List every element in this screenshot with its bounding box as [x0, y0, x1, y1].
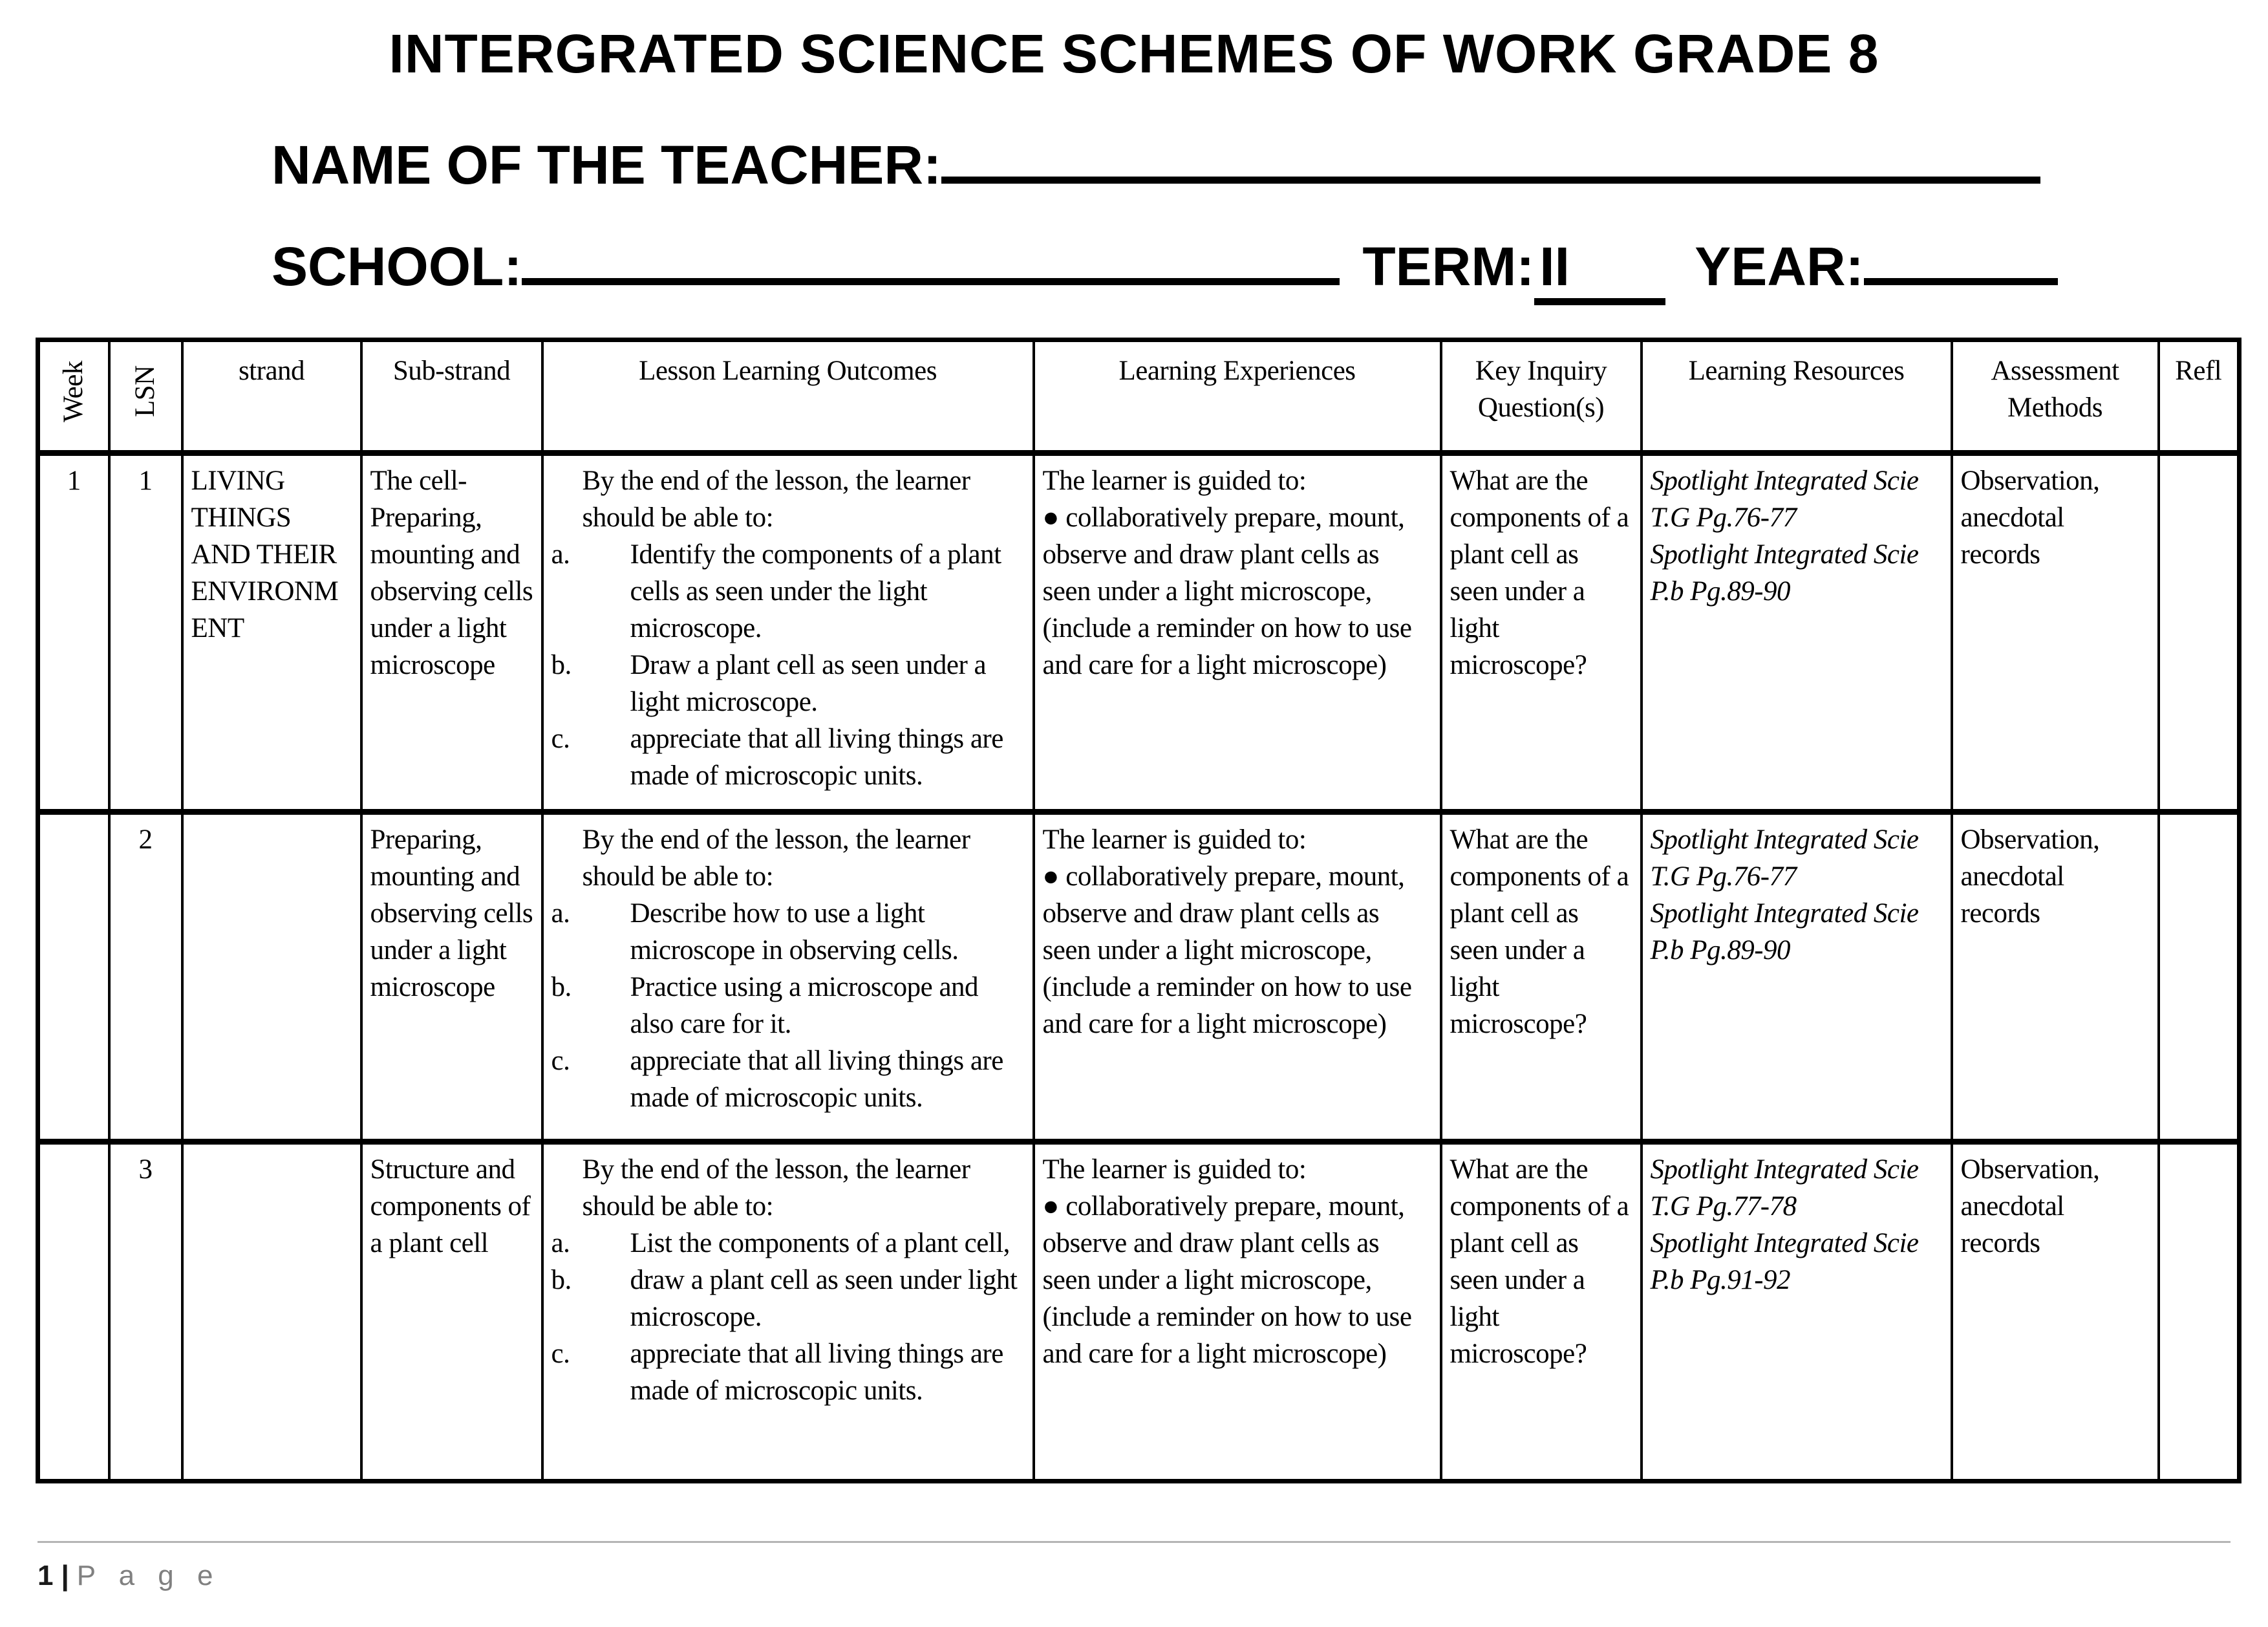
outcomes-intro: By the end of the lesson, the learner should be able to:: [582, 1154, 970, 1222]
outcome-text: Draw a plant cell as seen under a light microscope.: [630, 650, 987, 717]
column-header-strand: strand: [182, 340, 361, 453]
table-body: [38, 453, 2240, 1482]
bullet-icon: ●: [1042, 861, 1059, 892]
outcomes-intro: By the end of the lesson, the learner should be able to:: [582, 466, 970, 533]
term-value: II: [1539, 236, 1570, 297]
cell-strand: [182, 1142, 361, 1482]
outcome-item: [551, 536, 1025, 647]
resource-line: Spotlight Integrated Scie T.G Pg.76-77: [1650, 466, 1919, 533]
cell-week: [38, 1142, 109, 1482]
cell-resources: [1642, 1142, 1952, 1482]
outcome-item: [551, 1225, 1025, 1262]
teacher-label: NAME OF THE TEACHER:: [272, 135, 941, 195]
column-header-resources: Learning Resources: [1642, 340, 1952, 453]
bullet-icon: ●: [1042, 1191, 1059, 1222]
outcome-label: a.: [551, 1228, 570, 1258]
resource-line: Spotlight Integrated Scie T.G Pg.76-77: [1650, 824, 1919, 892]
school-line: [272, 235, 2268, 305]
footer-separator: |: [61, 1560, 69, 1591]
outcome-label: c.: [551, 1046, 570, 1076]
cell-resources: [1642, 812, 1952, 1142]
outcome-item: [551, 720, 1025, 794]
cell-week: 1: [38, 453, 109, 812]
outcome-item: [551, 647, 1025, 720]
cell-resources: [1642, 453, 1952, 812]
cell-key-inquiry: [1441, 812, 1642, 1142]
key-inquiry-text: What are the components of a plant cell as seen under a light microscope?: [1450, 1154, 1629, 1369]
teacher-name-blank: [941, 169, 2040, 184]
outcome-text: appreciate that all living things are made of microscopic units.: [630, 1046, 1003, 1113]
column-header-refl: Refl: [2159, 340, 2240, 453]
table-row: [38, 1142, 2240, 1482]
schemes-of-work-table: [36, 338, 2241, 1483]
cell-strand: LIVING THINGS AND THEIR ENVIRONMENT: [182, 453, 361, 812]
resource-line: Spotlight Integrated Scie T.G Pg.77-78: [1650, 1154, 1919, 1222]
experience-item: ● collaboratively prepare, mount, observe and draw plant cells as seen under a light microscope, (include a reminder on how to use and care for a light microscope): [1042, 502, 1412, 680]
outcome-text: Practice using a microscope and also care for it.: [630, 972, 979, 1039]
cell-refl: [2159, 1142, 2240, 1482]
outcome-item: [551, 969, 1025, 1042]
cell-assessment: [1952, 812, 2159, 1142]
table-row: [38, 453, 2240, 812]
column-header-week: [38, 340, 109, 453]
page-title: INTERGRATED SCIENCE SCHEMES OF WORK GRADE 8: [389, 23, 1879, 84]
term-blank: [1534, 235, 1665, 305]
cell-key-inquiry: [1441, 453, 1642, 812]
outcome-text: appreciate that all living things are made of microscopic units.: [630, 1339, 1003, 1406]
experience-item: ● collaboratively prepare, mount, observe and draw plant cells as seen under a light microscope, (include a reminder on how to use and care for a light microscope): [1042, 1191, 1412, 1369]
cell-experiences: [1034, 453, 1441, 812]
column-header-experiences: Learning Experiences: [1034, 340, 1441, 453]
outcome-label: b.: [551, 650, 572, 680]
column-header-outcomes: Lesson Learning Outcomes: [542, 340, 1034, 453]
cell-sub-strand: The cell- Preparing, mounting and observing cells under a light microscope: [361, 453, 542, 812]
outcome-text: Identify the components of a plant cells as seen under the light microscope.: [630, 539, 1001, 643]
outcome-label: c.: [551, 1339, 570, 1369]
outcome-item: [551, 1042, 1025, 1116]
cell-lsn: 3: [109, 1142, 182, 1482]
year-label: YEAR:: [1695, 236, 1864, 297]
cell-key-inquiry: [1441, 1142, 1642, 1482]
cell-week: [38, 812, 109, 1142]
outcome-label: a.: [551, 539, 570, 570]
cell-sub-strand: Structure and components of a plant cell: [361, 1142, 542, 1482]
assessment-text: Observation, anecdotal records: [1960, 824, 2100, 929]
cell-assessment: [1952, 1142, 2159, 1482]
cell-assessment: [1952, 453, 2159, 812]
column-header-lsn: [109, 340, 182, 453]
key-inquiry-text: What are the components of a plant cell as seen under a light microscope?: [1450, 824, 1629, 1039]
assessment-text: Observation, anecdotal records: [1960, 466, 2100, 570]
experience-item: ● collaboratively prepare, mount, observe and draw plant cells as seen under a light microscope, (include a reminder on how to use and care for a light microscope): [1042, 861, 1412, 1039]
outcome-text: draw a plant cell as seen under light microscope.: [630, 1265, 1018, 1332]
experiences-intro: The learner is guided to:: [1042, 824, 1307, 855]
cell-outcomes: [542, 453, 1034, 812]
cell-lsn: 2: [109, 812, 182, 1142]
resource-line: Spotlight Integrated Scie P.b Pg.91-92: [1650, 1228, 1919, 1295]
table-row: [38, 812, 2240, 1142]
outcome-text: Describe how to use a light microscope in observing cells.: [630, 898, 959, 965]
experiences-intro: The learner is guided to:: [1042, 1154, 1307, 1185]
document-page: [0, 23, 2268, 1627]
resource-line: Spotlight Integrated Scie P.b Pg.89-90: [1650, 539, 1919, 607]
outcome-item: [551, 1335, 1025, 1409]
outcome-label: c.: [551, 724, 570, 754]
cell-strand: [182, 812, 361, 1142]
rotated-header-text: Week: [58, 360, 89, 422]
page-footer: [37, 1541, 2231, 1592]
column-header-sub-strand: Sub-strand: [361, 340, 542, 453]
page-number: 1: [37, 1560, 54, 1591]
column-header-assessment: Assessment Methods: [1952, 340, 2159, 453]
rotated-header-text: LSN: [130, 365, 160, 417]
cell-lsn: 1: [109, 453, 182, 812]
term-label: TERM:: [1362, 236, 1535, 297]
cell-outcomes: [542, 812, 1034, 1142]
outcome-label: b.: [551, 972, 572, 1002]
column-header-key-inquiry: Key Inquiry Question(s): [1441, 340, 1642, 453]
outcome-text: appreciate that all living things are made of microscopic units.: [630, 724, 1003, 791]
key-inquiry-text: What are the components of a plant cell as seen under a light microscope?: [1450, 466, 1629, 680]
cell-refl: [2159, 812, 2240, 1142]
outcome-text: List the components of a plant cell,: [630, 1228, 1010, 1258]
outcomes-intro: By the end of the lesson, the learner should be able to:: [582, 824, 970, 892]
experiences-intro: The learner is guided to:: [1042, 466, 1307, 496]
outcome-item: [551, 1262, 1025, 1335]
outcome-label: b.: [551, 1265, 572, 1295]
page-label: P a g e: [76, 1560, 221, 1591]
assessment-text: Observation, anecdotal records: [1960, 1154, 2100, 1258]
outcome-item: [551, 895, 1025, 969]
cell-outcomes: [542, 1142, 1034, 1482]
outcome-label: a.: [551, 898, 570, 929]
resource-line: Spotlight Integrated Scie P.b Pg.89-90: [1650, 898, 1919, 965]
header-row: [38, 340, 2240, 453]
bullet-icon: ●: [1042, 502, 1059, 533]
cell-experiences: [1034, 1142, 1441, 1482]
school-blank: [522, 270, 1340, 285]
cell-sub-strand: Preparing, mounting and observing cells under a light microscope: [361, 812, 542, 1142]
year-blank: [1864, 270, 2058, 285]
teacher-line: [272, 134, 2268, 197]
table-header: [38, 340, 2240, 453]
cell-refl: [2159, 453, 2240, 812]
cell-experiences: [1034, 812, 1441, 1142]
school-label: SCHOOL:: [272, 236, 522, 297]
